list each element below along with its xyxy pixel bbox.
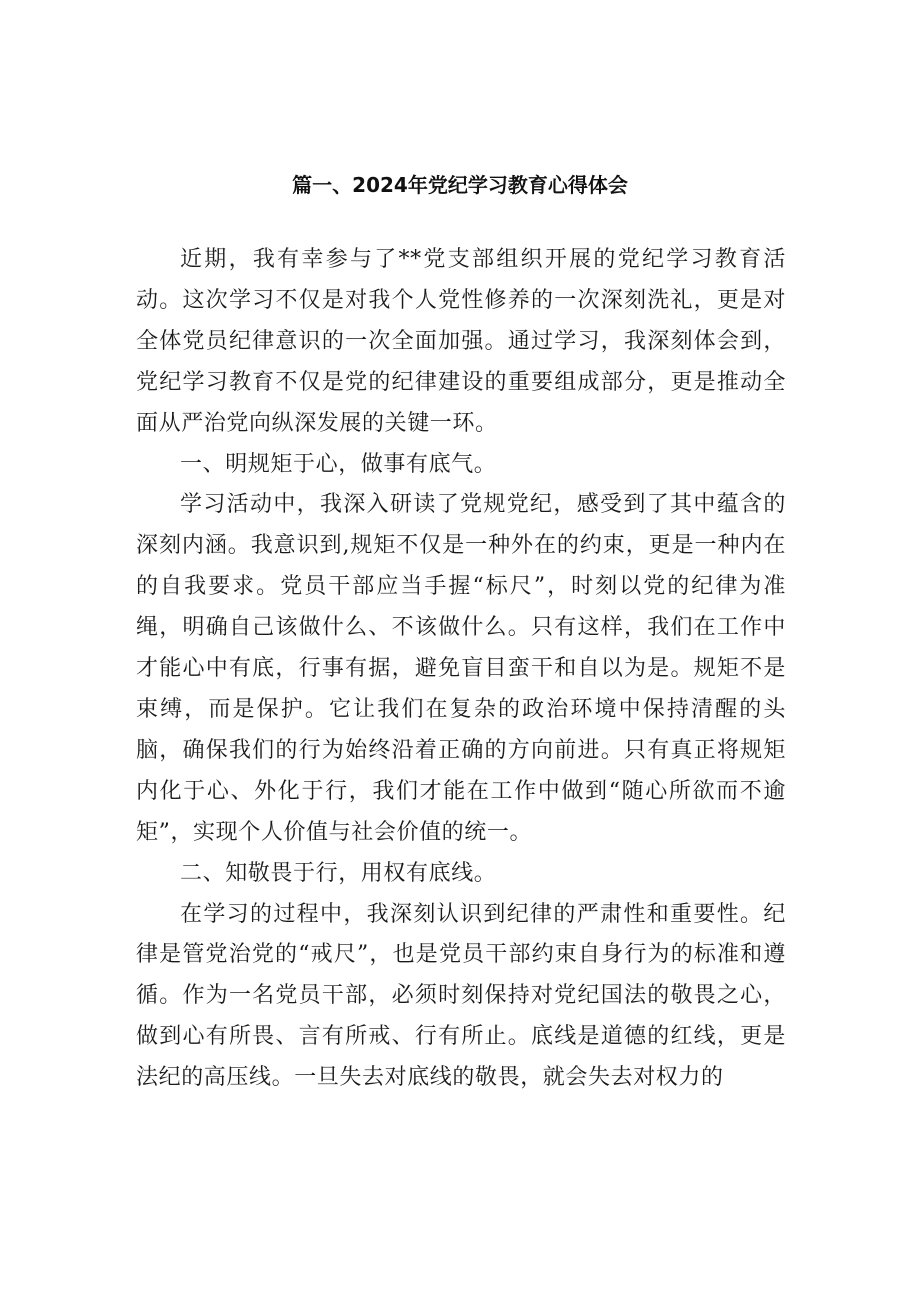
paragraph-section-1: 学习活动中，我深入研读了党规党纪，感受到了其中蕴含的深刻内涵。我意识到,规矩不仅是一种外在的约束，更是一种内在的自我要求。党员干部应当手握“标尺”，时刻以党的纪律为准绳，明确自己该做什么、不该做什么。只有这样，我们在工作中才能心中有底，行事有据，避免盲目蛮干和自以为是。规矩不是束缚，而是保护。它让我们在复杂的政治环境中保持清醒的头脑，确保我们的行为始终沿着正确的方向前进。只有真正将规矩内化于心、外化于行，我们才能在工作中做到“随心所欲而不逾矩”，实现个人价值与社会价值的统一。 [136,492,786,845]
paragraph-intro: 近期，我有幸参与了**党支部组织开展的党纪学习教育活动。这次学习不仅是对我个人党性修养的一次深刻洗礼，更是对全体党员纪律意识的一次全面加强。通过学习，我深刻体会到，党纪学习教育不仅是党的纪律建设的重要组成部分，更是推动全面从严治党向纵深发展的关键一环。 [136,247,786,436]
document-body [136,240,786,1099]
paragraph-section-2: 在学习的过程中，我深刻认识到纪律的严肃性和重要性。纪律是管党治党的“戒尺”，也是党员干部约束自身行为的标准和遵循。作为一名党员干部，必须时刻保持对党纪国法的敬畏之心，做到心有所畏、言有所戒、行有所止。底线是道德的红线，更是法纪的高压线。一旦失去对底线的敬畏，就会失去对权力的 [136,901,786,1091]
document-title: 篇一、2024年党纪学习教育心得体会 [292,173,628,197]
section-heading-2: 二、知敬畏于行，用权有底线。 [180,860,497,886]
section-heading-1: 一、明规矩于心，做事有底气。 [180,451,497,477]
